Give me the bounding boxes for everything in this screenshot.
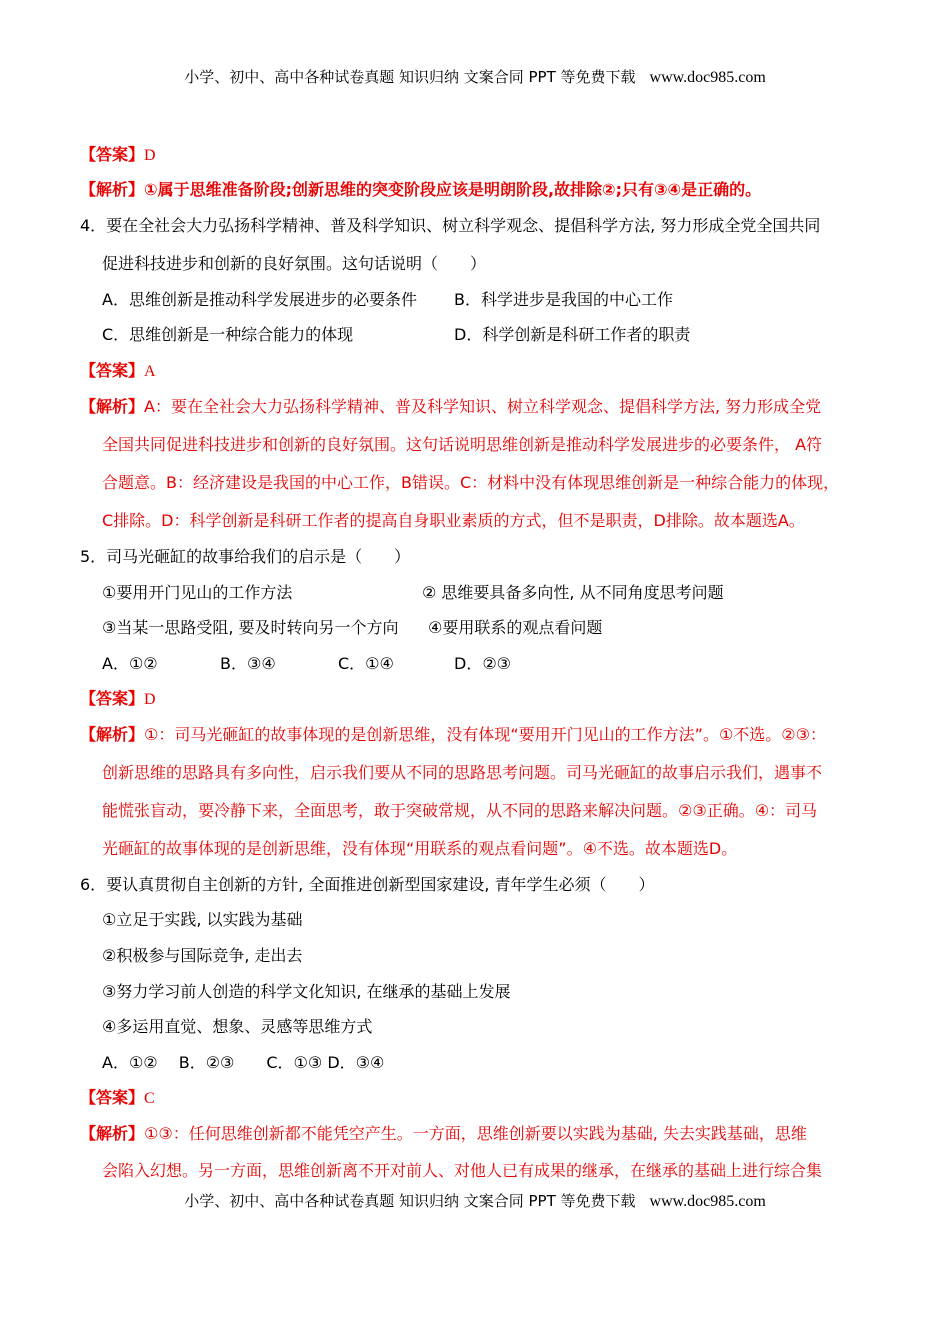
- q6-item-2: ②积极参与国际竞争, 走出去: [102, 946, 303, 965]
- q5-option-c: C．①④: [338, 654, 394, 673]
- q5-stem: 5．司马光砸缸的故事给我们的启示是（ ）: [80, 547, 411, 566]
- footer-text: 小学、初中、高中各种试卷真题 知识归纳 文案合同 PPT 等免费下载: [184, 1192, 636, 1210]
- q6-item-4: ④多运用直觉、想象、灵感等思维方式: [102, 1017, 373, 1036]
- answer-label: 【答案】: [80, 361, 145, 380]
- q5-item-2: ② 思维要具备多向性, 从不同角度思考问题: [422, 583, 724, 602]
- q4-stem-line2: 促进科技进步和创新的良好氛围。这句话说明（ ）: [102, 254, 487, 273]
- q5-analysis-line2: 创新思维的思路具有多向性，启示我们要从不同的思路思考问题。司马光砸缸的故事启示我们，遇事不: [102, 763, 823, 782]
- q5-analysis-line4: 光砸缸的故事体现的是创新思维，没有体现“用联系的观点看问题”。④不选。故本题选D。: [102, 839, 738, 858]
- q4-analysis-line3: 合题意。B：经济建设是我国的中心工作，B错误。C：材料中没有体现思维创新是一种综合能力的体现，: [102, 473, 840, 492]
- footer-site: www.doc985.com: [649, 1193, 766, 1210]
- q6-answer: [80, 1086, 155, 1111]
- prev-analysis: [80, 178, 761, 202]
- q4-option-a: A．思维创新是推动科学发展进步的必要条件: [102, 290, 417, 309]
- q5-item-1: ①要用开门见山的工作方法: [102, 583, 293, 602]
- analysis-text: ①③：任何思维创新都不能凭空产生。一方面，思维创新要以实践为基础, 失去实践基础，思维: [144, 1124, 807, 1143]
- q5-answer: [80, 687, 156, 712]
- q6-analysis-line1: [80, 1122, 807, 1146]
- answer-label: 【答案】: [80, 1088, 145, 1107]
- header-site: www.doc985.com: [649, 69, 766, 86]
- q5-option-a: A．①②: [102, 654, 158, 673]
- q4-option-b: B．科学进步是我国的中心工作: [454, 290, 673, 309]
- q6-analysis-line2: 会陷入幻想。另一方面，思维创新离不开对前人、对他人已有成果的继承，在继承的基础上进行综合集: [102, 1161, 823, 1180]
- page-footer: [0, 1190, 950, 1211]
- q5-item-3: ③当某一思路受阻, 要及时转向另一个方向: [102, 618, 399, 637]
- answer-value: D: [144, 691, 156, 708]
- q4-option-c: C．思维创新是一种综合能力的体现: [102, 325, 354, 344]
- q4-analysis-line2: 全国共同促进科技进步和创新的良好氛围。这句话说明思维创新是推动科学发展进步的必要条件， A符: [102, 435, 823, 454]
- page-header: [0, 66, 950, 87]
- answer-label: 【答案】: [80, 145, 145, 164]
- q4-analysis-line4: C排除。D：科学创新是科研工作者的提高自身职业素质的方式，但不是职责，D排除。故本题选A。: [102, 511, 805, 530]
- analysis-label: 【解析】: [80, 1124, 145, 1143]
- q6-options: A．①② B．②③ C．①③ D．③④: [102, 1053, 385, 1072]
- q4-option-d: D．科学创新是科研工作者的职责: [454, 325, 691, 344]
- q6-stem: 6．要认真贯彻自主创新的方针, 全面推进创新型国家建设, 青年学生必须（ ）: [80, 875, 655, 894]
- analysis-text: ①：司马光砸缸的故事体现的是创新思维，没有体现“要用开门见山的工作方法”。①不选。②③：: [144, 725, 826, 744]
- answer-value: C: [144, 1090, 155, 1107]
- q5-item-4: ④要用联系的观点看问题: [428, 618, 603, 637]
- prev-answer: [80, 143, 156, 168]
- analysis-text: A：要在全社会大力弘扬科学精神、普及科学知识、树立科学观念、提倡科学方法, 努力形成全党: [144, 397, 822, 416]
- q4-answer: [80, 359, 156, 384]
- q4-analysis-line1: [80, 395, 821, 419]
- q6-item-1: ①立足于实践, 以实践为基础: [102, 910, 303, 929]
- analysis-label: 【解析】: [80, 725, 145, 744]
- answer-value: A: [144, 363, 156, 380]
- q6-item-3: ③努力学习前人创造的科学文化知识, 在继承的基础上发展: [102, 982, 511, 1001]
- q5-analysis-line1: [80, 723, 826, 747]
- q5-analysis-line3: 能慌张盲动，要冷静下来，全面思考，敢于突破常规，从不同的思路来解决问题。②③正确。④：司马: [102, 801, 818, 820]
- analysis-label: 【解析】: [80, 180, 145, 199]
- answer-value: D: [144, 147, 156, 164]
- q5-option-d: D．②③: [454, 654, 512, 673]
- answer-label: 【答案】: [80, 689, 145, 708]
- analysis-text: ①属于思维准备阶段;创新思维的突变阶段应该是明朗阶段,故排除②;只有③④是正确的。: [144, 180, 762, 199]
- analysis-label: 【解析】: [80, 397, 145, 416]
- q5-option-b: B．③④: [220, 654, 276, 673]
- header-text: 小学、初中、高中各种试卷真题 知识归纳 文案合同 PPT 等免费下载: [184, 68, 636, 86]
- q4-stem-line1: 4．要在全社会大力弘扬科学精神、普及科学知识、树立科学观念、提倡科学方法, 努力形成全党全国共同: [80, 216, 821, 235]
